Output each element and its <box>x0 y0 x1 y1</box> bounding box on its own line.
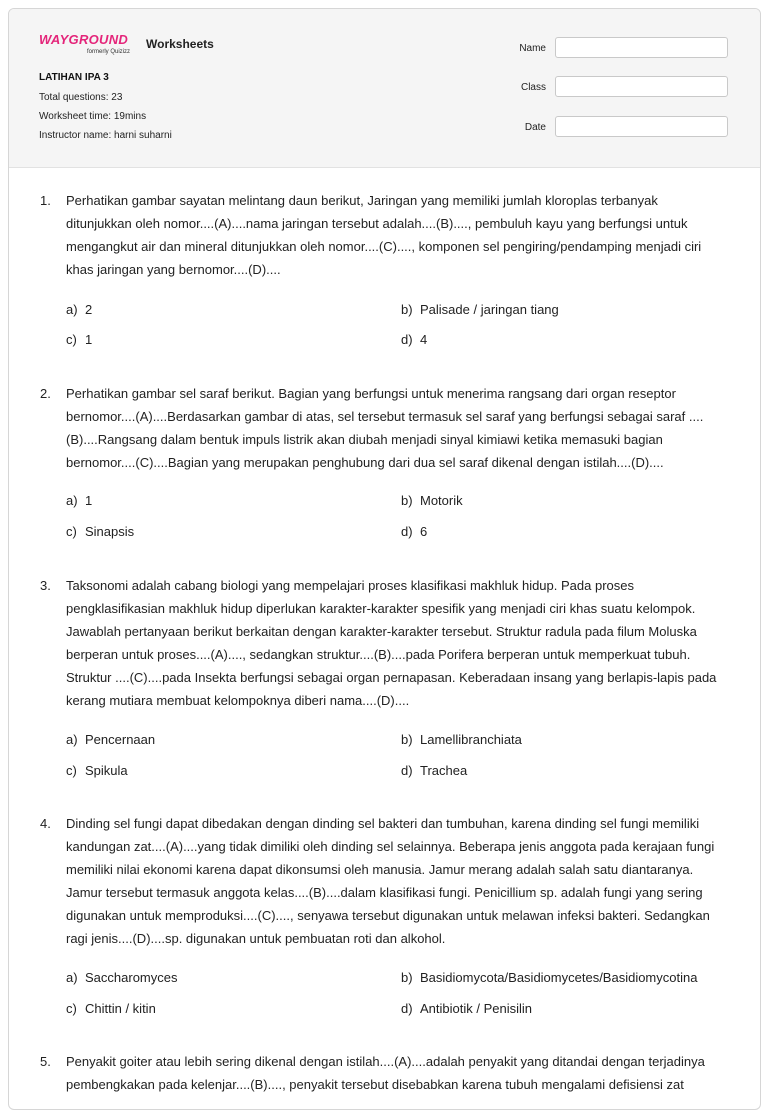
option-d <box>401 763 467 779</box>
option-text: Trachea <box>420 763 468 778</box>
option-letter: c) <box>66 524 77 539</box>
name-label: Name <box>519 43 546 54</box>
option-letter: d) <box>401 763 413 778</box>
option-text: 4 <box>420 332 428 347</box>
option-text: Pencernaan <box>85 732 156 747</box>
option-a <box>66 732 155 748</box>
option-a <box>66 302 92 318</box>
option-text: 2 <box>85 302 93 317</box>
worksheet-time: Worksheet time: 19mins <box>39 111 147 122</box>
instructor-name: Instructor name: harni suharni <box>39 130 172 141</box>
date-label: Date <box>524 122 546 133</box>
name-field[interactable] <box>555 37 728 58</box>
option-c <box>66 1001 156 1017</box>
question-text: Dinding sel fungi dapat dibedakan dengan dinding sel bakteri dan tumbuhan, karena dinding sel fungi memiliki kandungan zat....(A)....yang tidak dimiliki oleh dinding sel selainnya. Beberapa jenis anggota pada kerajaan fungi memiliki nilai ekonomi karena dapat dikonsumsi oleh manusia. Jamur merang adalah salah satu diantaranya. Jamur tersebut termasuk anggota kelas....(B)....dalam klasifikasi fungi. Penicillium sp. adalah fungi yang sering digunakan untuk memproduksi....(C)...., senyawa tersebut digunakan untuk melawan infeksi bakteri. Sedangkan ragi jenis....(D)....sp. digunakan untuk pembuatan roti dan alkohol. <box>66 816 715 946</box>
option-c <box>66 763 128 779</box>
option-d <box>401 524 427 540</box>
question-number: 5. <box>40 1054 51 1069</box>
option-text: 6 <box>420 524 428 539</box>
option-text: 1 <box>85 332 93 347</box>
worksheet-page <box>8 8 761 1110</box>
option-b <box>401 302 559 318</box>
option-letter: d) <box>401 332 413 347</box>
option-letter: b) <box>401 732 413 747</box>
option-letter: b) <box>401 970 413 985</box>
option-letter: c) <box>66 332 77 347</box>
option-text: Basidiomycota/Basidiomycetes/Basidiomycotina <box>420 970 698 985</box>
option-letter: c) <box>66 1001 77 1016</box>
option-a <box>66 970 177 986</box>
option-text: Motorik <box>420 493 463 508</box>
option-letter: a) <box>66 302 78 317</box>
question-text: Perhatikan gambar sel saraf berikut. Bagian yang berfungsi untuk menerima rangsang dari organ reseptor bernomor....(A)....Berdasarkan gambar di atas, sel tersebut termasuk sel saraf yang berfungsi sebagai saraf ....(B)....Rangsang dalam bentuk impuls listrik akan diubah menjadi sinyal kimiawi ketika memasuki bagian bernomor....(C)....Bagian yang merupakan penghubung dari dua sel saraf dikenal dengan istilah....(D).... <box>66 386 704 470</box>
worksheet-title: LATIHAN IPA 3 <box>39 72 109 83</box>
option-text: Palisade / jaringan tiang <box>420 302 559 317</box>
option-text: Lamellibranchiata <box>420 732 522 747</box>
question-number: 2. <box>40 386 51 401</box>
option-letter: b) <box>401 302 413 317</box>
option-letter: c) <box>66 763 77 778</box>
question-number: 1. <box>40 193 51 208</box>
option-b <box>401 732 522 748</box>
option-letter: b) <box>401 493 413 508</box>
option-b <box>401 493 463 509</box>
option-d <box>401 332 427 348</box>
option-b <box>401 970 697 986</box>
option-text: Sinapsis <box>85 524 135 539</box>
option-letter: d) <box>401 1001 413 1016</box>
option-letter: a) <box>66 493 78 508</box>
question-text: Penyakit goiter atau lebih sering dikenal dengan istilah....(A)....adalah penyakit yang ditandai dengan terjadinya pembengkakan pada kelenjar....(B)...., penyakit tersebut disebabkan karena tubuh mengalami defisiensi zat <box>66 1054 705 1092</box>
option-text: Saccharomyces <box>85 970 178 985</box>
logo-wordmark: WAYGROUND <box>39 32 129 47</box>
option-letter: a) <box>66 970 78 985</box>
option-letter: d) <box>401 524 413 539</box>
total-questions: Total questions: 23 <box>39 92 123 103</box>
class-label: Class <box>520 82 546 93</box>
logo-subtitle: formerly Quizizz <box>87 49 131 55</box>
question-number: 3. <box>40 578 51 593</box>
date-field[interactable] <box>555 116 728 137</box>
option-a <box>66 493 92 509</box>
option-text: Antibiotik / Penisilin <box>420 1001 532 1016</box>
option-text: 1 <box>85 493 93 508</box>
wayground-logo <box>39 32 139 64</box>
question-text: Taksonomi adalah cabang biologi yang mempelajari proses klasifikasi makhluk hidup. Pada proses pengklasifikasian makhluk hidup diperlukan karakter-karakter spesifik yang menjadi ciri khas suatu kelompok. Jawablah pertanyaan berikut berkaitan dengan karakter-karakter tersebut. Struktur radula pada filum Moluska berperan untuk proses....(A)...., sedangkan struktur....(B)....pada Porifera berperan untuk memperkuat tubuh. Struktur ....(C)....pada Insekta berfungsi sebagai organ pernapasan. Keberadaan insang yang berlapis-lapis pada kerang mutiara membuat kelompoknya diberi nama....(D).... <box>66 578 717 708</box>
option-c <box>66 332 92 348</box>
question-text: Perhatikan gambar sayatan melintang daun berikut, Jaringan yang memiliki jumlah kloroplas terbanyak ditunjukkan oleh nomor....(A)....nama jaringan tersebut adalah....(B)...., pembuluh kayu yang berfungsi untuk mengangkut air dan mineral ditunjukkan oleh nomor....(C)...., komponen sel pengiring/pendamping menjadi ciri khas jaringan yang bernomor....(D).... <box>66 193 702 277</box>
option-c <box>66 524 134 540</box>
option-d <box>401 1001 532 1017</box>
option-letter: a) <box>66 732 78 747</box>
class-field[interactable] <box>555 76 728 97</box>
question-number: 4. <box>40 816 51 831</box>
option-text: Chittin / kitin <box>85 1001 156 1016</box>
app-title: Worksheets <box>146 37 214 51</box>
option-text: Spikula <box>85 763 128 778</box>
worksheet-header <box>9 9 760 168</box>
